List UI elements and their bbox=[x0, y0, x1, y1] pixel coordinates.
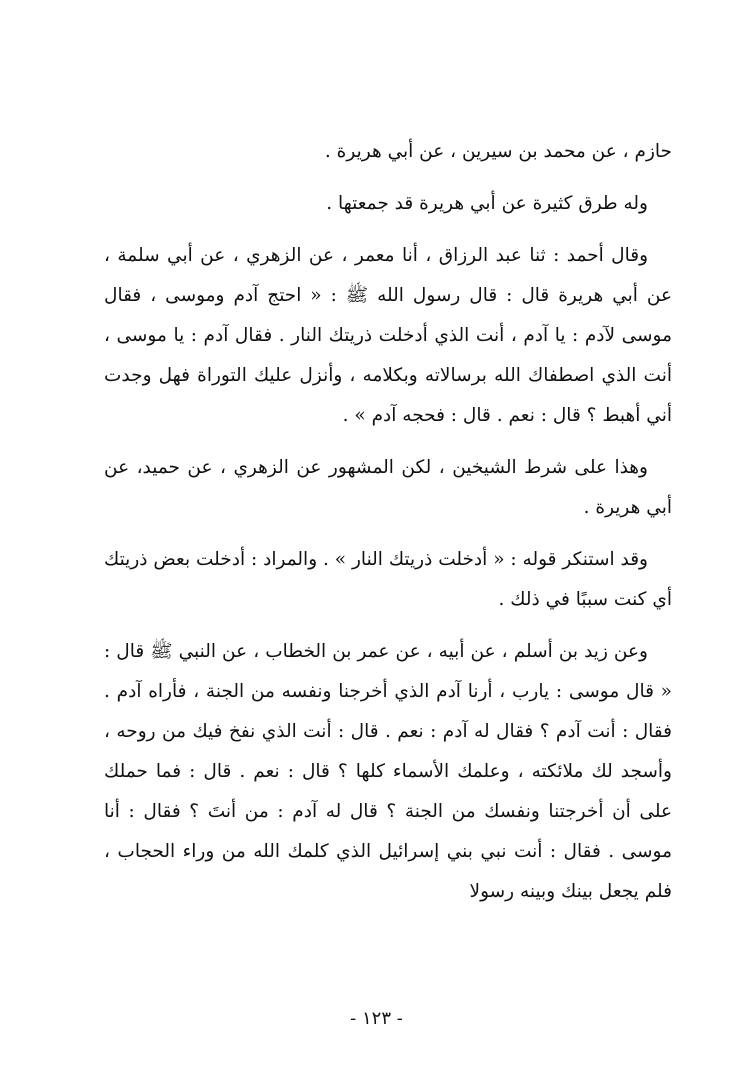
paragraph-many-routes: وله طرق كثيرة عن أبي هريرة قد جمعتها . bbox=[326, 193, 648, 214]
paragraph-zayd-hadith: وعن زيد بن أسلم ، عن أبيه ، عن عمر بن الخطاب ، عن النبي ﷺ قال : « قال موسى : يارب ، أرنا آدم الذي أخرجنا ونفسه من الجنة ، فأراه آدم . فقال : أنت آدم ؟ فقال له آدم : نعم . قال : أنت الذي نفخ فيك من روحه ، وأسجد لك ملائكته ، وعلمك الأسماء كلها ؟ قال : نعم . قال : فما حملك على أن أخرجتنا ونفسك من الجنة ؟ قال له آدم : من أنتَ ؟ فقال : أنا موسى . فقال : أنت نبي بني إسرائيل الذي كلمك الله من وراء الحجاب ، فلم يجعل بينك وبينه رسولا bbox=[104, 641, 672, 902]
paragraph-objection: وقد استنكر قوله : « أدخلت ذريتك النار » . والمراد : أدخلت بعض ذريتك أي كنت سببًا في ذلك . bbox=[104, 549, 672, 610]
paragraph-ahmad-hadith: وقال أحمد : ثنا عبد الرزاق ، أنا معمر ، عن الزهري ، عن أبي سلمة ، عن أبي هريرة قال : قال رسول الله ﷺ : « احتج آدم وموسى ، فقال موسى لآدم : يا آدم ، أنت الذي أدخلت ذريتك النار . فقال آدم : يا موسى ، أنت الذي اصطفاك الله برسالاته وبكلامه ، وأنزل عليك التوراة فهل وجدت أني أهبط ؟ قال : نعم . قال : فحجه آدم » . bbox=[104, 245, 672, 426]
paragraph-isnad-continuation: حازم ، عن محمد بن سيرين ، عن أبي هريرة . bbox=[324, 141, 672, 162]
body-text bbox=[104, 132, 672, 912]
page-number: - ١٢٣ - bbox=[350, 1008, 403, 1029]
paragraph-shaykhayn-condition: وهذا على شرط الشيخين ، لكن المشهور عن الزهري ، عن حميد، عن أبي هريرة . bbox=[104, 457, 672, 518]
